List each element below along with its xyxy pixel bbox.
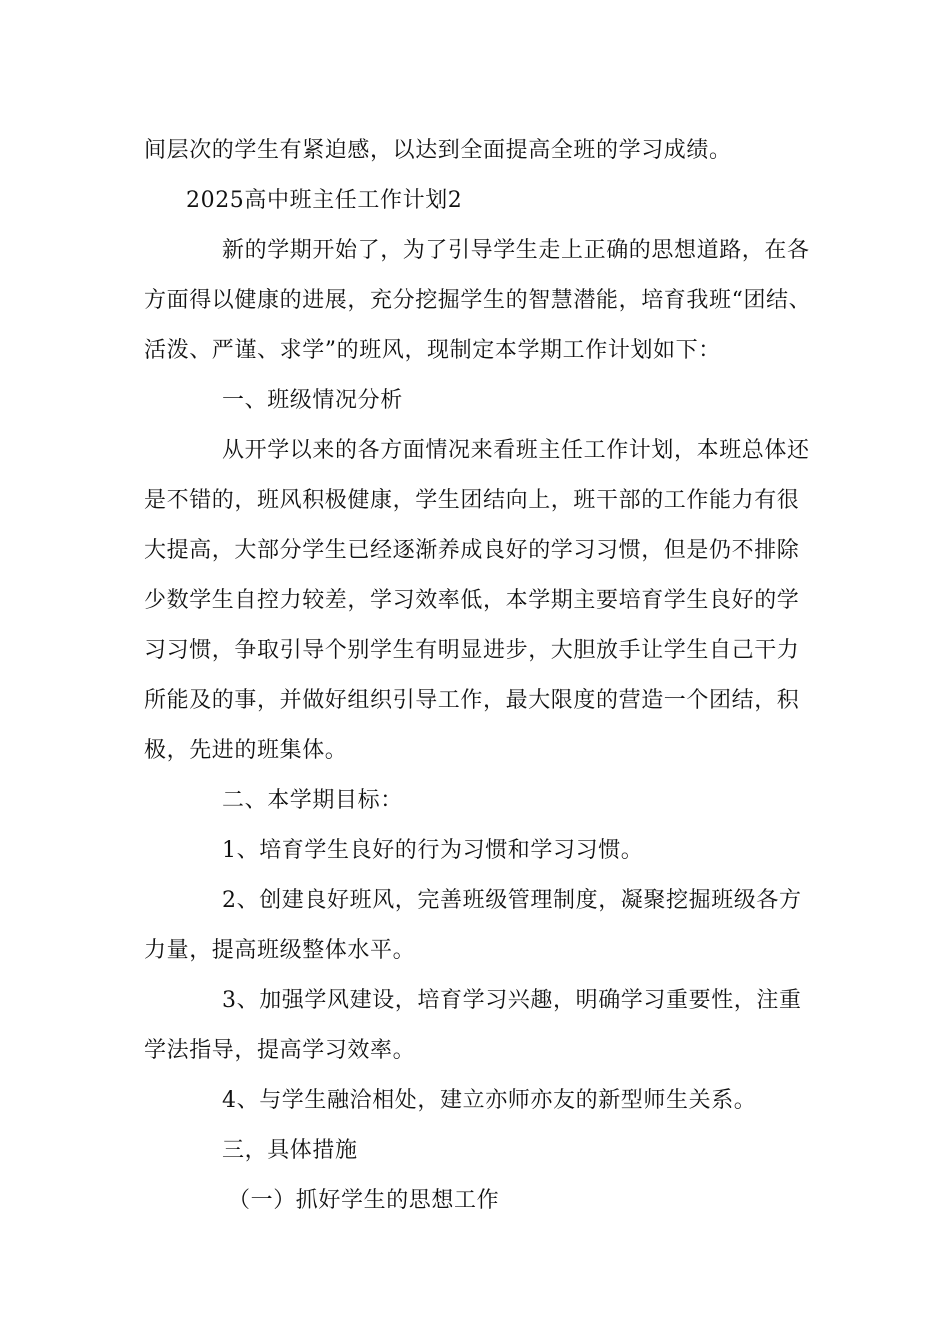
analysis-paragraph-line-4: 少数学生自控力较差，学习效率低，本学期主要培育学生良好的学 <box>144 588 800 613</box>
analysis-paragraph-line-7: 极，先进的班集体。 <box>144 738 348 763</box>
goal-item-3-line-1: 3、加强学风建设，培育学习兴趣，明确学习重要性，注重 <box>222 988 802 1013</box>
heading-specific-measures: 三，具体措施 <box>222 1138 358 1163</box>
analysis-paragraph-line-1: 从开学以来的各方面情况来看班主任工作计划，本班总体还 <box>222 438 810 463</box>
intro-paragraph-line-3: 活泼、严谨、求学”的班风，现制定本学期工作计划如下： <box>144 338 721 363</box>
subheading-ideological-work: （一）抓好学生的思想工作 <box>228 1188 500 1213</box>
paragraph-continuation-line: 间层次的学生有紧迫感，以达到全面提高全班的学习成绩。 <box>144 138 732 163</box>
goal-item-2-line-1: 2、创建良好班风，完善班级管理制度，凝聚挖掘班级各方 <box>222 888 802 913</box>
intro-paragraph-line-2: 方面得以健康的进展，充分挖掘学生的智慧潜能，培育我班“团结、 <box>144 288 812 313</box>
analysis-paragraph-line-6: 所能及的事，并做好组织引导工作，最大限度的营造一个团结，积 <box>144 688 800 713</box>
goal-item-1: 1、培育学生良好的行为习惯和学习习惯。 <box>222 838 644 863</box>
goal-item-2-line-2: 力量，提高班级整体水平。 <box>144 938 416 963</box>
section-title: 2025高中班主任工作计划2 <box>186 188 463 213</box>
heading-class-analysis: 一、班级情况分析 <box>222 388 403 413</box>
goal-item-3-line-2: 学法指导，提高学习效率。 <box>144 1038 416 1063</box>
intro-paragraph-line-1: 新的学期开始了，为了引导学生走上正确的思想道路，在各 <box>222 238 810 263</box>
analysis-paragraph-line-3: 大提高，大部分学生已经逐渐养成良好的学习习惯，但是仍不排除 <box>144 538 800 563</box>
analysis-paragraph-line-2: 是不错的，班风积极健康，学生团结向上，班干部的工作能力有很 <box>144 488 800 513</box>
analysis-paragraph-line-5: 习习惯，争取引导个别学生有明显进步，大胆放手让学生自己干力 <box>144 638 800 663</box>
goal-item-4: 4、与学生融洽相处，建立亦师亦友的新型师生关系。 <box>222 1088 757 1113</box>
heading-semester-goals: 二、本学期目标： <box>222 788 403 813</box>
